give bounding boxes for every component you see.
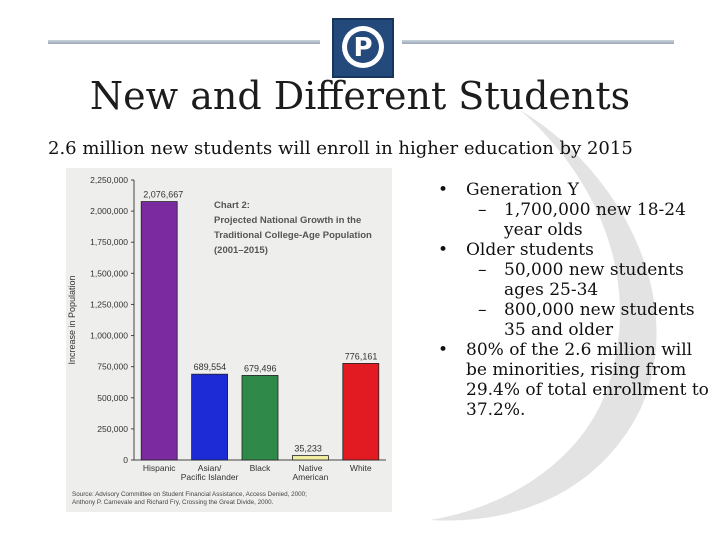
bar-value-label: 35,233 — [294, 443, 322, 454]
category-label: Black — [249, 463, 271, 473]
y-axis-label: Increase in Population — [67, 275, 77, 365]
y-tick-label: 2,000,000 — [90, 206, 128, 217]
bar-value-label: 679,496 — [244, 363, 277, 374]
y-tick-label: 2,250,000 — [90, 175, 128, 185]
sub-bullet-item: – 50,000 new students ages 25-34 — [478, 260, 684, 300]
bar — [242, 375, 278, 460]
y-tick-label: 1,750,000 — [90, 237, 128, 248]
sub-bullet-item: – 1,700,000 new 18-24 year olds — [478, 200, 686, 240]
y-tick-label: 500,000 — [97, 392, 128, 403]
chart-source: Source: Advisory Committee on Student Financial Assistance, Access Denied, 2000; Anthony P. Carnevale and Richard Fry, Crossing the Great Divide, 2000. — [72, 491, 307, 506]
y-tick-label: 250,000 — [97, 423, 128, 434]
bullet-text: 80% of the 2.6 million will be minorities, rising from 29.4% of total enrollment to 37.2%. — [466, 340, 709, 420]
bullet-text: Generation Y — [466, 180, 579, 200]
y-tick-label: 1,500,000 — [90, 268, 128, 279]
bar-value-label: 776,161 — [344, 351, 378, 362]
y-tick-label: 750,000 — [97, 361, 128, 372]
header-rule-left — [48, 40, 320, 44]
slide-subtitle: 2.6 million new students will enroll in higher education by 2015 — [48, 138, 633, 159]
y-tick-label: 1,250,000 — [90, 299, 128, 310]
category-label: Asian/ Pacific Islander — [180, 463, 239, 482]
bar-value-label: 2,076,667 — [143, 189, 184, 200]
bar-value-label: 689,554 — [193, 362, 227, 373]
bullet-item: • 80% of the 2.6 million will be minorities, rising from 29.4% of total enrollment to 37.2%. — [438, 340, 709, 420]
chart-title: Chart 2: Projected National Growth in the Traditional College-Age Population (2001–2015) — [214, 200, 372, 256]
sub-bullet-text: 50,000 new students ages 25-34 — [504, 260, 684, 300]
bar — [292, 456, 328, 460]
header-rule-right — [402, 40, 674, 44]
bullet-item: • Generation Y — [438, 180, 579, 200]
y-tick-label: 0 — [123, 455, 128, 465]
category-label: White — [349, 463, 372, 473]
bar — [141, 202, 177, 460]
sub-bullet-item: – 800,000 new students 35 and older — [478, 300, 695, 340]
y-tick-label: 1,000,000 — [90, 330, 128, 341]
chart-image — [66, 168, 392, 512]
slide-title: New and Different Students — [89, 74, 631, 118]
sub-bullet-text: 1,700,000 new 18-24 year olds — [504, 200, 686, 240]
logo — [332, 18, 394, 78]
bullet-text: Older students — [466, 240, 594, 260]
bullet-item: • Older students — [438, 240, 594, 260]
bar-chart — [66, 168, 392, 512]
logo-letter: P — [353, 33, 373, 63]
category-label: Hispanic — [142, 463, 176, 473]
bar — [192, 374, 228, 460]
bullet-list — [428, 180, 716, 420]
bar — [343, 363, 379, 460]
sub-bullet-text: 800,000 new students 35 and older — [504, 300, 695, 340]
category-label: Native American — [292, 463, 329, 482]
